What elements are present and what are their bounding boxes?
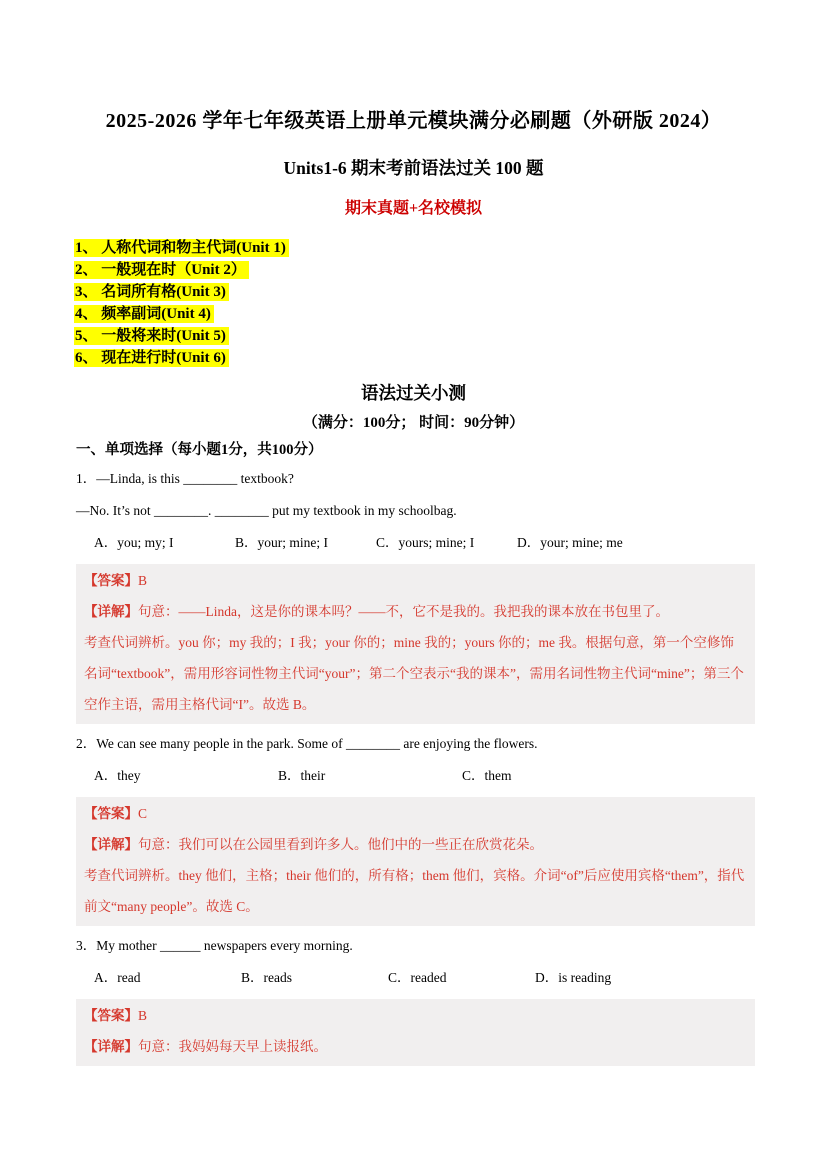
question-1-option-a: A．you; my; I [94,535,174,550]
topic-item-5: 5、 一般将来时(Unit 5) [74,327,229,345]
answer-label: 【答案】 [84,806,138,821]
question-2-options [76,760,755,792]
question-2-analysis-text: 考查代词辨析。they 他们，主格；their 他们的，所有格；them 他们，宾格。介词“of”后应使用宾格“them”，指代前文“many people”。故选 C。 [84,868,745,914]
question-1-option-d: D．your; mine; me [517,535,623,550]
banner-tagline: 期末真题+名校模拟 [344,200,483,217]
question-2-detail-line [84,829,745,860]
question-1-stem-line-2: —No. It’s not ________. ________ put my textbook in my schoolbag. [76,503,457,518]
grammar-topic-list [74,237,827,369]
question-1-detail-line [84,596,745,627]
question-1-answer-block [76,564,755,724]
topic-row [74,303,827,325]
topic-row [74,347,827,369]
detail-text: 句意：我们可以在公园里看到许多人。他们中的一些正在欣赏花朵。 [138,837,543,852]
answer-value: C [138,806,148,821]
detail-text: 句意：——Linda，这是你的课本吗？——不，它不是我的。我把我的课本放在书包里了。 [138,604,669,619]
topic-row [74,259,827,281]
question-1-option-b: B．your; mine; I [235,535,328,550]
quiz-title: 语法过关小测 [361,383,466,403]
question-1-analysis-text: 考查代词辨析。you 你；my 我的；I 我；your 你的；mine 我的；yours 你的；me 我。根据句意，第一个空修饰名词“textbook”，需用形容词性物主代词“your”；第二个空表示“我的课本”，需用名词性物主代词“mine”；第三个空作主语，需用主格代词“I”。故选 B。 [84,635,744,712]
question-3-option-c: C．readed [388,970,447,985]
answer-label: 【答案】 [84,1008,138,1023]
answer-label: 【答案】 [84,573,138,588]
detail-label: 【详解】 [84,1039,138,1054]
topic-row [74,281,827,303]
document-title: 2025-2026 学年七年级英语上册单元模块满分必刷题（外研版 2024） [105,110,722,132]
question-1-stem-line-1: 1．—Linda, is this ________ textbook? [76,471,294,486]
question-3-detail-line [84,1031,745,1062]
question-2-option-c: C．them [462,768,512,783]
question-2 [76,728,755,926]
question-3-option-b: B．reads [241,970,292,985]
question-3-option-a: A．read [94,970,141,985]
question-2-answer-block [76,797,755,926]
detail-label: 【详解】 [84,604,138,619]
topic-item-3: 3、 名词所有格(Unit 3) [74,283,229,301]
topic-item-1: 1、 人称代词和物主代词(Unit 1) [74,239,289,257]
question-1-answer-line [84,565,745,596]
question-3-option-d: D．is reading [535,970,612,985]
question-2-option-b: B．their [278,768,326,783]
document-subtitle: Units1-6 期末考前语法过关 100 题 [283,158,544,178]
question-3 [76,930,755,1066]
question-2-stem-line-1: 2．We can see many people in the park. Some of ________ are enjoying the flowers. [76,736,538,751]
question-2-option-a: A．they [94,768,141,783]
detail-label: 【详解】 [84,837,138,852]
topic-row [74,325,827,347]
quiz-meta: （满分：100分； 时间：90分钟） [302,415,525,431]
question-2-answer-line [84,798,745,829]
answer-value: B [138,1008,148,1023]
question-1-options [76,527,755,559]
question-3-answer-line [84,1000,745,1031]
topic-item-2: 2、 一般现在时（Unit 2） [74,261,249,279]
answer-value: B [138,573,148,588]
question-3-answer-block [76,999,755,1066]
question-1 [76,463,755,724]
question-3-stem-line-1: 3．My mother ______ newspapers every morning. [76,938,353,953]
detail-text: 句意：我妈妈每天早上读报纸。 [138,1039,327,1054]
question-3-options [76,962,755,994]
topic-item-6: 6、 现在进行时(Unit 6) [74,349,229,367]
topic-item-4: 4、 频率副词(Unit 4) [74,305,214,323]
question-1-option-c: C．yours; mine; I [376,535,475,550]
section-heading: 一、单项选择（每小题1分，共100分） [76,442,323,458]
quiz-body [76,438,755,1066]
topic-row [74,237,827,259]
